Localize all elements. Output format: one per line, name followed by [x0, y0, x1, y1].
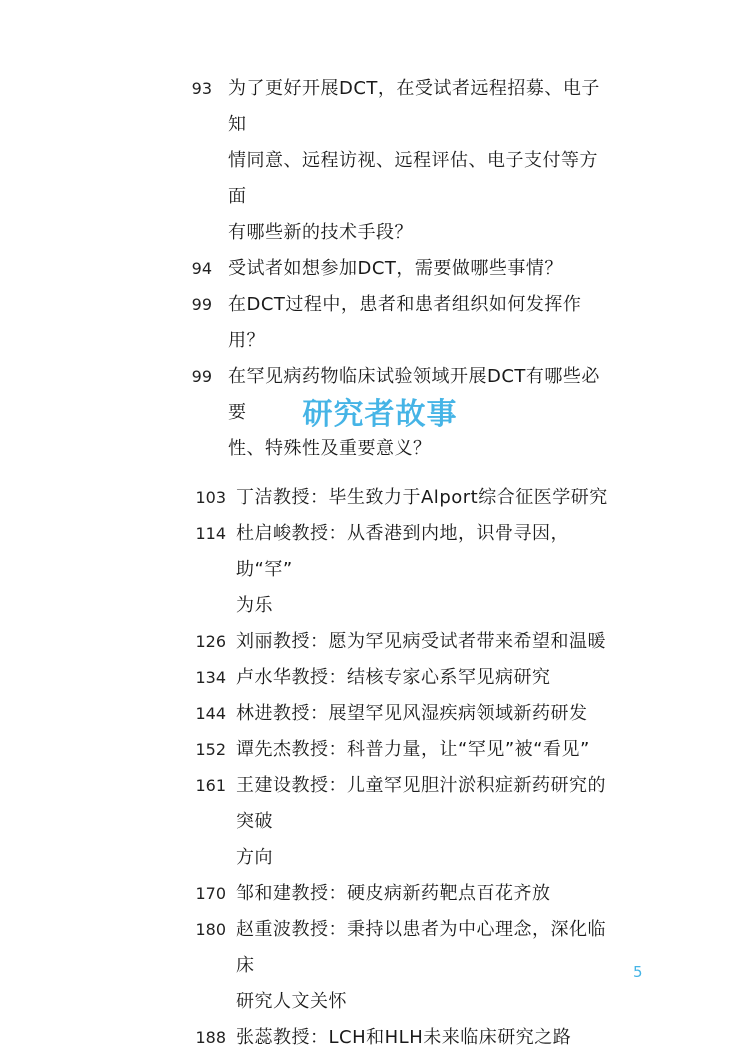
- toc-page-number: 161: [195, 776, 226, 795]
- toc-entry-title: 邹和建教授：硬皮病新药靶点百花齐放: [236, 883, 551, 904]
- toc-entry-title: 刘丽教授：愿为罕见病受试者带来希望和温暖: [236, 631, 606, 652]
- toc-entry-title: 丁洁教授：毕生致力于Alport综合征医学研究: [236, 487, 608, 508]
- toc-page-number: 144: [195, 704, 226, 723]
- toc-page-number: 114: [195, 524, 226, 543]
- toc-page-number: 99: [191, 367, 212, 386]
- toc-page-number: 126: [195, 632, 226, 651]
- toc-entry[interactable]: [0, 912, 730, 1020]
- toc-entry[interactable]: [0, 660, 730, 696]
- toc-page-number: 99: [191, 295, 212, 314]
- toc-entry[interactable]: [0, 696, 730, 732]
- toc-entry-title: 杜启峻教授：从香港到内地，识骨寻因，助“罕” 为乐: [236, 523, 569, 616]
- toc-page-number: 188: [195, 1028, 226, 1047]
- toc-entry[interactable]: [0, 1020, 730, 1056]
- toc-entry[interactable]: [0, 287, 730, 359]
- toc-entry[interactable]: [0, 876, 730, 912]
- toc-page-number: 134: [195, 668, 226, 687]
- toc-page-number: 170: [195, 884, 226, 903]
- toc-page-number: 94: [191, 259, 212, 278]
- toc-page-number: 180: [195, 920, 226, 939]
- toc-list-bottom: [0, 480, 730, 1056]
- toc-entry-title: 王建设教授：儿童罕见胆汁淤积症新药研究的突破 方向: [236, 775, 606, 868]
- page-number: 5: [633, 963, 643, 981]
- toc-entry-title: 谭先杰教授：科普力量，让“罕见”被“看见”: [236, 739, 590, 760]
- toc-entry-title: 在罕见病药物临床试验领域开展DCT有哪些必要 性、特殊性及重要意义？: [228, 366, 600, 459]
- section-heading: 研究者故事: [302, 397, 458, 432]
- toc-entry-title: 受试者如想参加DCT，需要做哪些事情？: [228, 258, 563, 279]
- toc-entry[interactable]: [0, 480, 730, 516]
- toc-entry-title: 为了更好开展DCT，在受试者远程招募、电子知 情同意、远程访视、远程评估、电子支付等方面 有哪些新的技术手段？: [228, 78, 600, 243]
- toc-entry[interactable]: [0, 732, 730, 768]
- toc-entry-title: 在DCT过程中，患者和患者组织如何发挥作用？: [228, 294, 582, 351]
- toc-entry-title: 卢水华教授：结核专家心系罕见病研究: [236, 667, 551, 688]
- toc-entry-title: 赵重波教授：秉持以患者为中心理念，深化临床 研究人文关怀: [236, 919, 606, 1012]
- toc-entry[interactable]: [0, 624, 730, 660]
- toc-entry[interactable]: [0, 768, 730, 876]
- toc-page-number: 152: [195, 740, 226, 759]
- toc-entry-title: 林进教授：展望罕见风湿疾病领域新药研发: [236, 703, 588, 724]
- toc-entry[interactable]: [0, 71, 730, 251]
- toc-entry[interactable]: [0, 251, 730, 287]
- toc-page-number: 103: [195, 488, 226, 507]
- toc-page-number: 93: [191, 79, 212, 98]
- toc-entry[interactable]: [0, 516, 730, 624]
- toc-entry-title: 张蕊教授：LCH和HLH未来临床研究之路: [236, 1027, 572, 1048]
